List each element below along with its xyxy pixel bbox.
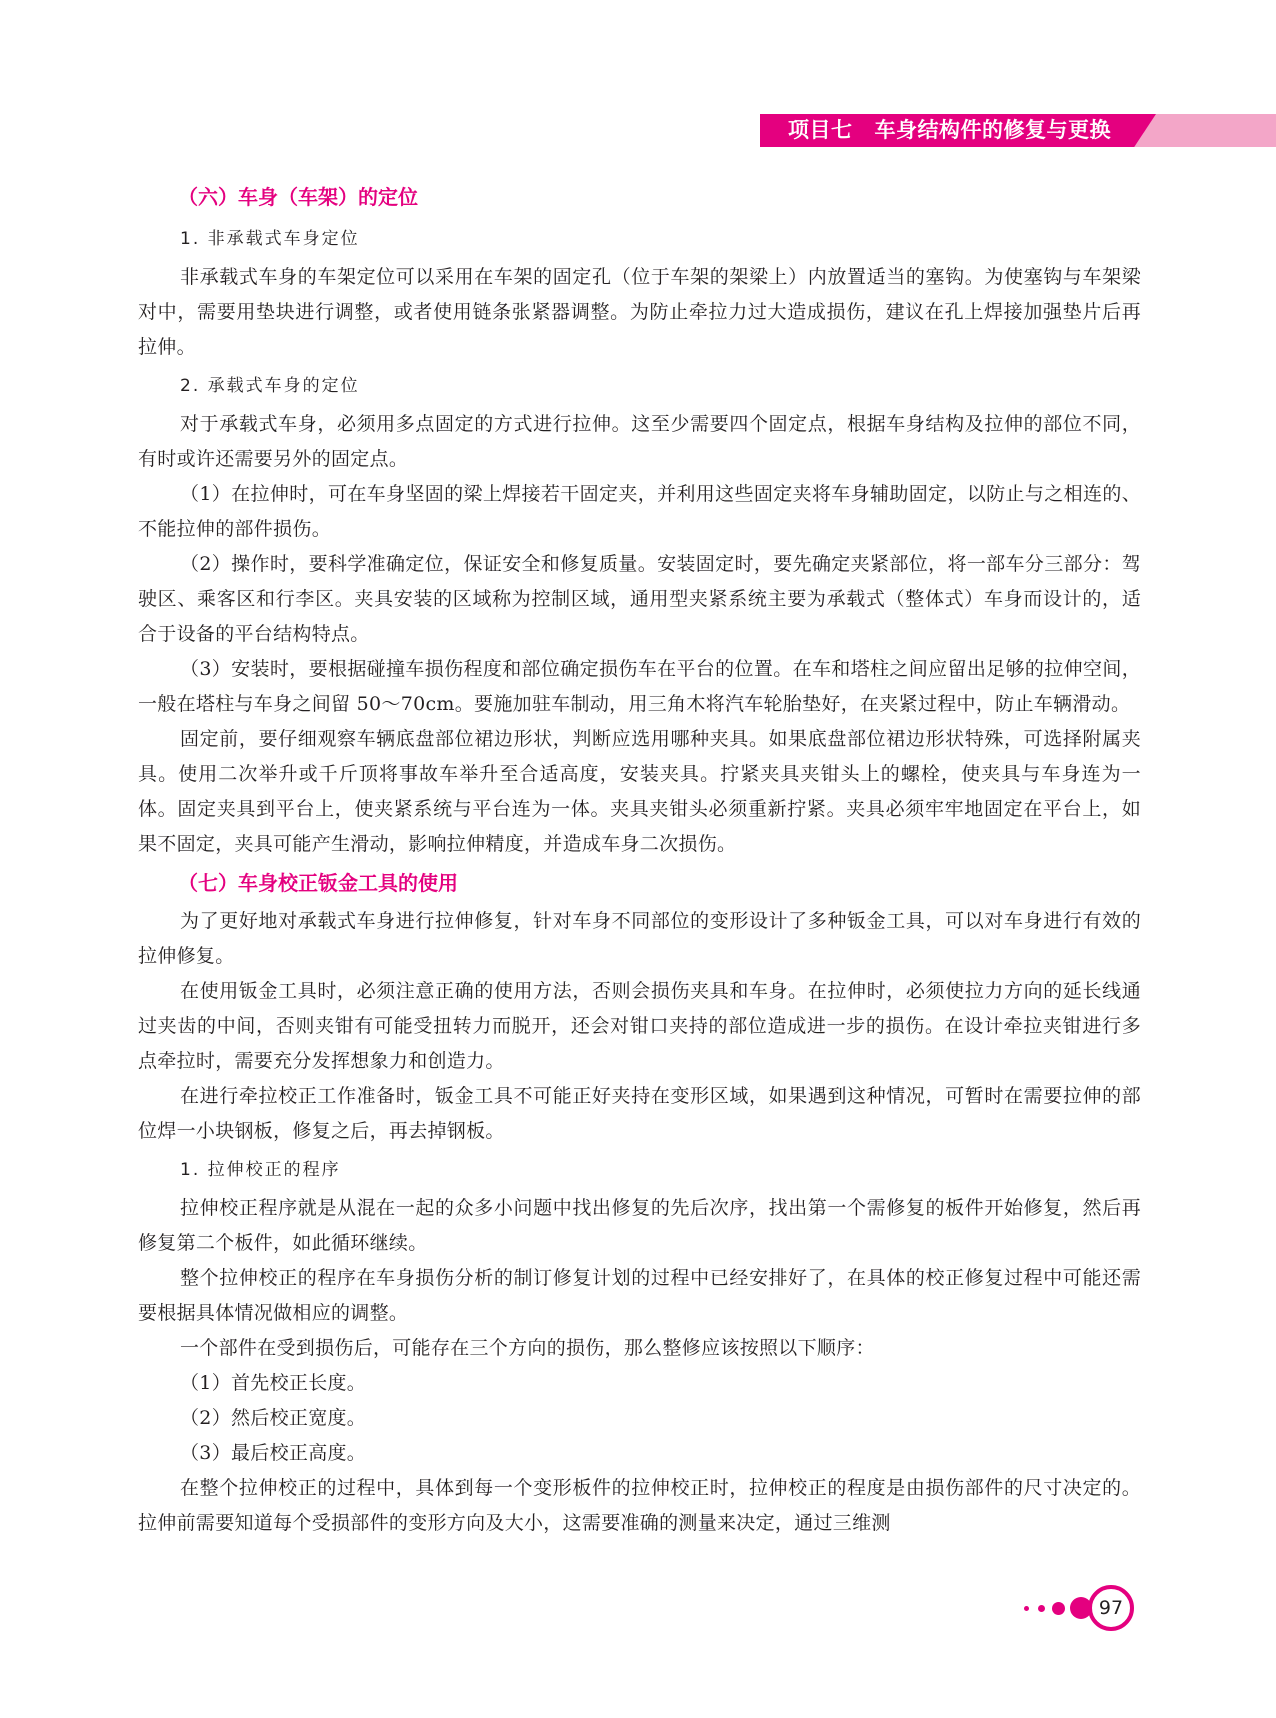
paragraph: 对于承载式车身，必须用多点固定的方式进行拉伸。这至少需要四个固定点，根据车身结构及拉伸的部位不同，有时或许还需要另外的固定点。 [138, 413, 1141, 470]
page-number: 97 [1088, 1585, 1134, 1631]
subheading: 1. 非承载式车身定位 [180, 229, 360, 249]
paragraph: 为了更好地对承载式车身进行拉伸修复，针对车身不同部位的变形设计了多种钣金工具，可以对车身进行有效的拉伸修复。 [138, 910, 1141, 967]
page-footer [1024, 1583, 1144, 1639]
chapter-title: 车身结构件的修复与更换 [874, 118, 1111, 142]
paragraph: （3）安装时，要根据碰撞车损伤程度和部位确定损伤车在平台的位置。在车和塔柱之间应留出足够的拉伸空间，一般在塔柱与车身之间留 50～70cm。要施加驻车制动，用三角木将汽车轮胎垫好，在夹紧过程中，防止车辆滑动。 [138, 658, 1141, 715]
chapter-header [788, 114, 1111, 147]
list-item: （1）首先校正长度。 [180, 1372, 367, 1394]
paragraph: 非承载式车身的车架定位可以采用在车架的固定孔（位于车架的架梁上）内放置适当的塞钩。为使塞钩与车架梁对中，需要用垫块进行调整，或者使用链条张紧器调整。为防止牵拉力过大造成损伤，建议在孔上焊接加强垫片后再拉伸。 [138, 266, 1141, 358]
paragraph: 固定前，要仔细观察车辆底盘部位裙边形状，判断应选用哪种夹具。如果底盘部位裙边形状特殊，可选择附属夹具。使用二次举升或千斤顶将事故车举升至合适高度，安装夹具。拧紧夹具夹钳头上的螺栓，使夹具与车身连为一体。固定夹具到平台上，使夹紧系统与平台连为一体。夹具夹钳头必须重新拧紧。夹具必须牢牢地固定在平台上，如果不固定，夹具可能产生滑动，影响拉伸精度，并造成车身二次损伤。 [138, 728, 1141, 855]
paragraph: 拉伸校正程序就是从混在一起的众多小问题中找出修复的先后次序，找出第一个需修复的板件开始修复，然后再修复第二个板件，如此循环继续。 [138, 1197, 1141, 1254]
paragraph: 在整个拉伸校正的过程中，具体到每一个变形板件的拉伸校正时，拉伸校正的程度是由损伤部件的尺寸决定的。拉伸前需要知道每个受损部件的变形方向及大小，这需要准确的测量来决定，通过三维测 [138, 1477, 1141, 1534]
medium-dot-icon [1052, 1602, 1065, 1615]
list-item: （3）最后校正高度。 [180, 1442, 367, 1464]
section-heading: （七）车身校正钣金工具的使用 [178, 871, 458, 895]
small-dot-icon [1038, 1605, 1045, 1612]
section-heading: （六）车身（车架）的定位 [178, 185, 418, 209]
paragraph: 在进行牵拉校正工作准备时，钣金工具不可能正好夹持在变形区域，如果遇到这种情况，可暂时在需要拉伸的部位焊一小块钢板，修复之后，再去掉钢板。 [138, 1085, 1141, 1142]
paragraph: （2）操作时，要科学准确定位，保证安全和修复质量。安装固定时，要先确定夹紧部位，将一部车分三部分：驾驶区、乘客区和行李区。夹具安装的区域称为控制区域，通用型夹紧系统主要为承载式（整体式）车身而设计的，适合于设备的平台结构特点。 [138, 553, 1141, 645]
chapter-label: 项目七 [788, 118, 853, 142]
paragraph: 整个拉伸校正的程序在车身损伤分析的制订修复计划的过程中已经安排好了，在具体的校正修复过程中可能还需要根据具体情况做相应的调整。 [138, 1267, 1141, 1324]
page-body [138, 176, 1141, 1541]
paragraph: 一个部件在受到损伤后，可能存在三个方向的损伤，那么整修应该按照以下顺序： [180, 1337, 875, 1359]
small-dot-icon [1024, 1606, 1029, 1611]
paragraph: 在使用钣金工具时，必须注意正确的使用方法，否则会损伤夹具和车身。在拉伸时，必须使拉力方向的延长线通过夹齿的中间，否则夹钳有可能受扭转力而脱开，还会对钳口夹持的部位造成进一步的损伤。在设计牵拉夹钳进行多点牵拉时，需要充分发挥想象力和创造力。 [138, 980, 1141, 1072]
paragraph: （1）在拉伸时，可在车身坚固的梁上焊接若干固定夹，并利用这些固定夹将车身辅助固定，以防止与之相连的、不能拉伸的部件损伤。 [138, 483, 1141, 540]
subheading: 1. 拉伸校正的程序 [180, 1160, 341, 1180]
list-item: （2）然后校正宽度。 [180, 1407, 367, 1429]
subheading: 2. 承载式车身的定位 [180, 376, 360, 396]
